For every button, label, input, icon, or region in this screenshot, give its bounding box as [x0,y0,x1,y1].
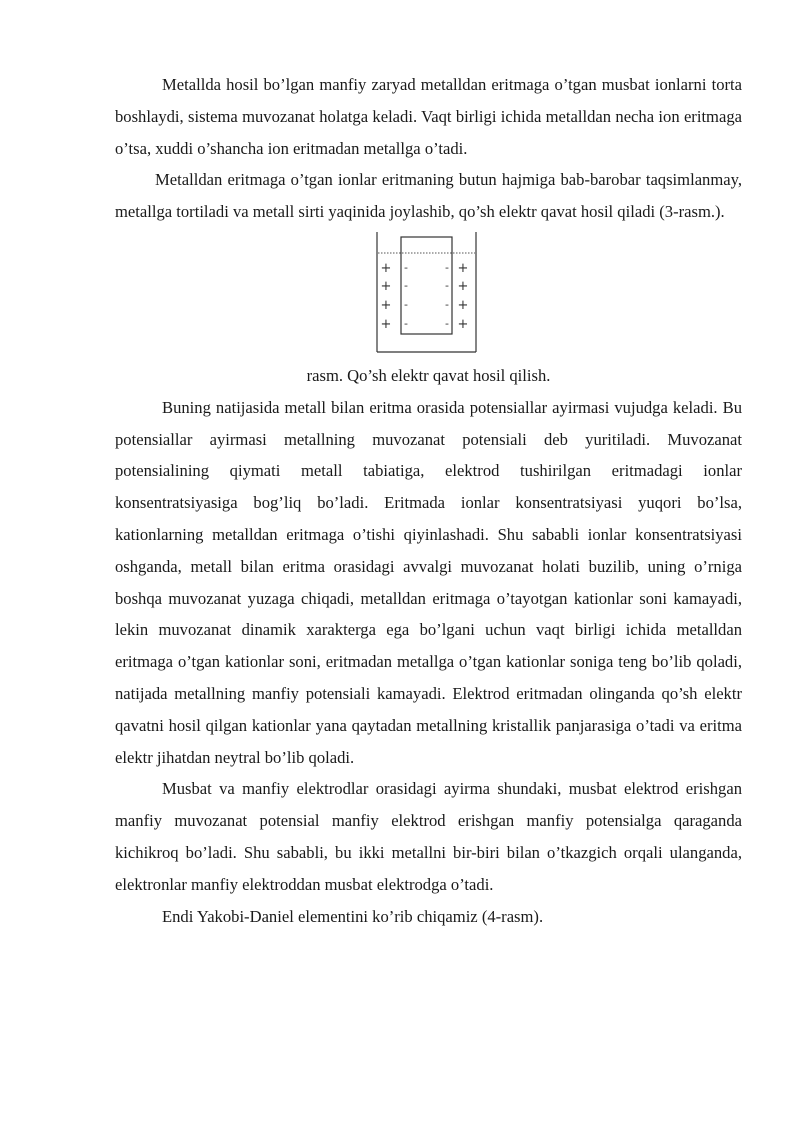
paragraph-3: Buning natijasida metall bilan eritma orasida potensiallar ayirmasi vujudga keladi. Bu potensiallar ayirmasi metallning muvozanat potensiali deb yuritiladi. Muvozanat potensialining qiymati metall tabiatiga, elektrod tushirilgan eritmadagi ionlar konsentratsiyasiga bog’liq bo’ladi. Eritmada ionlar konsentratsiyasi yuqori bo’lsa, kationlarning metalldan eritmaga o’tishi qiyinlashadi. Shu sababli ionlar konsentratsiyasi oshganda, metall bilan eritma orasidagi avvalgi muvozanat holati buzilib, uning o’rniga boshqa muvozanat yuzaga chiqadi, metalldan eritmaga o’tayotgan kationlar soni kamayadi, lekin muvozanat dinamik xarakterga ega bo’lgani uchun vaqt birligi ichida metalldan eritmaga o’tgan kationlar soni, eritmadan metallga o’tgan kationlar soniga teng bo’lib qoladi, natijada metallning manfiy potensiali kamayadi. Elektrod eritmadan olinganda qo’sh elektr qavatni hosil qilgan kationlar yana qaytadan metallning kristallik panjarasiga o’tadi va eritma elektr jihatdan neytral bo’lib qoladi. [115,397,742,767]
double-layer-figure [115,230,742,358]
minus-sign: - [404,278,408,292]
plus-sign: + [457,260,469,276]
figure-caption: rasm. Qo’sh elektr qavat hosil qilish. [306,365,551,385]
paragraph-2: Metalldan eritmaga o’tgan ionlar eritmaning butun hajmiga bab-barobar taqsimlanmay, metallga tortiladi va metall sirti yaqinida joylashib, qo’sh elektr qavat hosil qiladi (3-rasm.). [115,170,742,222]
plus-sign: + [380,316,392,332]
minus-sign: - [445,260,449,274]
plus-sign: + [380,260,392,276]
double-layer-diagram [372,230,482,356]
paragraph-5: Endi Yakobi-Daniel elementini ko’rib chiqamiz (4-rasm). [162,906,544,926]
paragraph-4: Musbat va manfiy elektrodlar orasidagi ayirma shundaki, musbat elektrod erishgan manfiy muvozanat potensial manfiy elektrod erishgan manfiy potensialga qaraganda kichikroq bo’ladi. Shu sababli, bu ikki metallni bir-biri bilan o’tkazgich orqali ulanganda, elektronlar manfiy elektroddan musbat elektrodga o’tadi. [115,779,742,894]
paragraph-1: Metallda hosil bo’lgan manfiy zaryad metalldan eritmaga o’tgan musbat ionlarni torta boshlaydi, sistema muvozanat holatga keladi. Vaqt birligi ichida metalldan necha ion eritmaga o’tsa, xuddi o’shancha ion eritmadan metallga o’tadi. [115,75,742,158]
minus-sign: - [404,316,408,330]
plus-sign: + [380,297,392,313]
minus-sign: - [445,278,449,292]
document-page [115,69,742,932]
minus-sign: - [404,260,408,274]
plus-sign: + [457,316,469,332]
minus-sign: - [445,297,449,311]
plus-sign: + [457,297,469,313]
minus-sign: - [445,316,449,330]
plus-sign: + [380,278,392,294]
minus-sign: - [404,297,408,311]
plus-sign: + [457,278,469,294]
